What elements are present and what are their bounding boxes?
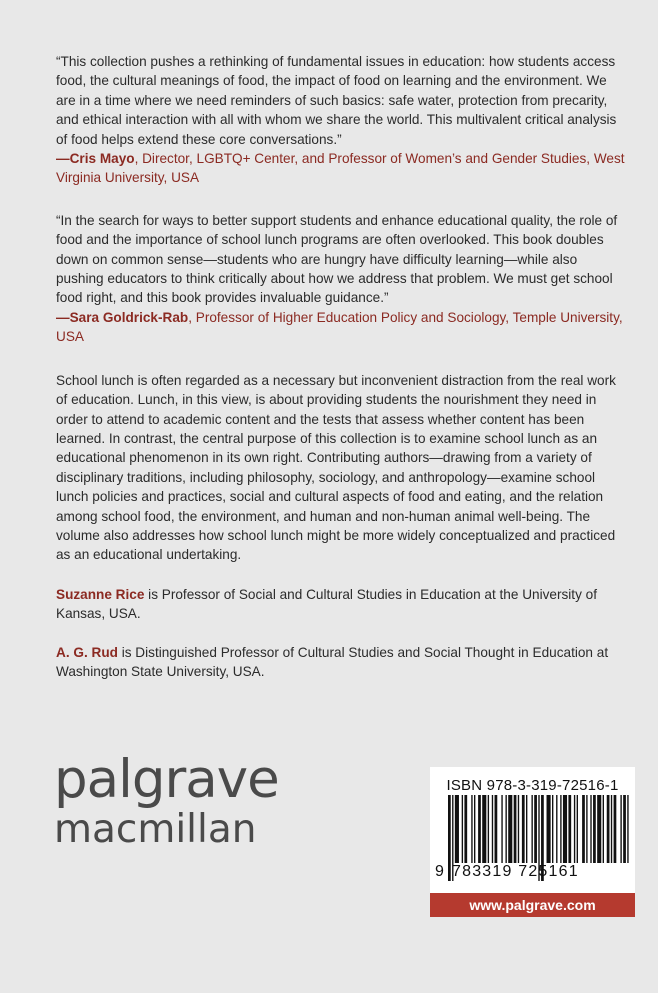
isbn-digit-first: 9 <box>435 863 446 880</box>
barcode-bar <box>556 795 557 863</box>
quote-text: “In the search for ways to better support students and enhance educational quality, the role of food and the importance of school lunch programs are often overlooked. This book doubles down on common sense—students who are hungry have difficulty learning—while also pushing educators to think critically about how we address that problem. We must get school food right, and this book provides invaluable guidance.” <box>56 212 618 306</box>
barcode-bar <box>586 795 587 863</box>
barcode-bar <box>568 795 571 863</box>
barcode-bar <box>614 795 617 863</box>
barcode-bar <box>488 795 489 863</box>
barcode-bar <box>474 795 475 863</box>
barcode-bar <box>611 795 612 863</box>
barcode-bar <box>627 795 628 863</box>
quote-affiliation: , Professor of Higher Education Policy and Sociology, Temple University, USA <box>56 309 623 345</box>
endorsement-quote-2 <box>56 211 628 347</box>
isbn-barcode-box <box>430 767 635 893</box>
barcode-bar <box>492 795 493 863</box>
barcode-bar <box>482 795 486 863</box>
quote-text: “This collection pushes a rethinking of fundamental issues in education: how students access food, the cultural meanings of food, the impact of food on learning and the environment. We are in a time where we need reminders of such basics: safe water, protection from precarity, and ethical interaction with all with whom we share the world. This multivalent critical analysis of food helps extend these core conversations.” <box>56 54 617 147</box>
barcode-bar <box>526 795 527 863</box>
barcode-bar <box>563 795 567 863</box>
barcode-bar <box>574 795 575 863</box>
barcode-bar <box>505 795 506 863</box>
barcode-bar <box>471 795 472 863</box>
quote-attribution <box>56 308 628 347</box>
barcode-bar <box>514 795 517 863</box>
barcode-bar <box>508 795 512 863</box>
barcode-bar <box>531 795 532 863</box>
barcode-bar <box>560 795 561 863</box>
barcode-bar <box>552 795 553 863</box>
book-description: School lunch is often regarded as a necessary but inconvenient distraction from the real work of education. Lunch, in this view, is about providing students the nourishment they need in order to attend to academic content and the tests that assess whether content has been learned. In contrast, the central purpose of this collection is to examine school lunch as an educational phenomenon in its own right. Contributing authors—drawing from a variety of disciplinary traditions, including philosophy, sociology, and anthropology—examine school lunch policies and practices, social and cultural aspects of food and eating, and the relation among school food, the environment, and human and non-human animal well-being. The volume also addresses how school lunch might be more widely conceptualized and practiced as an educational undertaking. <box>56 372 616 563</box>
barcode-bar <box>501 795 502 863</box>
barcode-bar <box>607 795 610 863</box>
publisher-logo <box>54 749 279 852</box>
barcode-bar <box>620 795 621 863</box>
barcode-bar <box>577 795 578 863</box>
barcode-bar <box>522 795 525 863</box>
barcode-bar <box>455 795 459 863</box>
editor-bio-1 <box>56 585 628 624</box>
logo-line-palgrave: palgrave <box>54 749 279 810</box>
barcode-bar <box>518 795 519 863</box>
logo-line-macmillan: macmillan <box>54 807 257 852</box>
back-cover-text <box>56 52 628 681</box>
barcode-bar <box>448 795 451 881</box>
barcode-bar <box>462 795 463 863</box>
isbn-label: ISBN 978-3-319-72516-1 <box>446 777 619 794</box>
barcode-bar <box>495 795 498 863</box>
editor-name: A. G. Rud <box>56 644 118 660</box>
quote-attribution <box>56 149 628 188</box>
barcode-bar <box>623 795 626 863</box>
endorsement-quote-1 <box>56 52 628 188</box>
editor-bio-text: is Professor of Social and Cultural Studies in Education at the University of Kansas, USA. <box>56 586 597 622</box>
barcode-bar <box>593 795 596 863</box>
editor-bio-2 <box>56 643 628 682</box>
barcode-bar <box>603 795 604 863</box>
barcode-bar <box>534 795 537 863</box>
barcode-bar <box>597 795 601 863</box>
barcode-bar <box>590 795 591 863</box>
quote-affiliation: , Director, LGBTQ+ Center, and Professor of Women’s and Gender Studies, West Virginia University, USA <box>56 151 625 186</box>
publisher-website[interactable]: www.palgrave.com <box>430 893 635 917</box>
barcode-bar <box>478 795 481 863</box>
quote-author: —Sara Goldrick-Rab <box>56 309 189 325</box>
quote-author: —Cris Mayo <box>56 151 135 167</box>
barcode-bar <box>547 795 551 863</box>
barcode-bar <box>464 795 467 863</box>
editor-name: Suzanne Rice <box>56 586 145 602</box>
barcode-bar <box>582 795 585 863</box>
isbn-digits-rest: 783319 725161 <box>452 863 579 880</box>
editor-bio-text: is Distinguished Professor of Cultural Studies and Social Thought in Education at Washington State University, USA. <box>56 644 609 679</box>
